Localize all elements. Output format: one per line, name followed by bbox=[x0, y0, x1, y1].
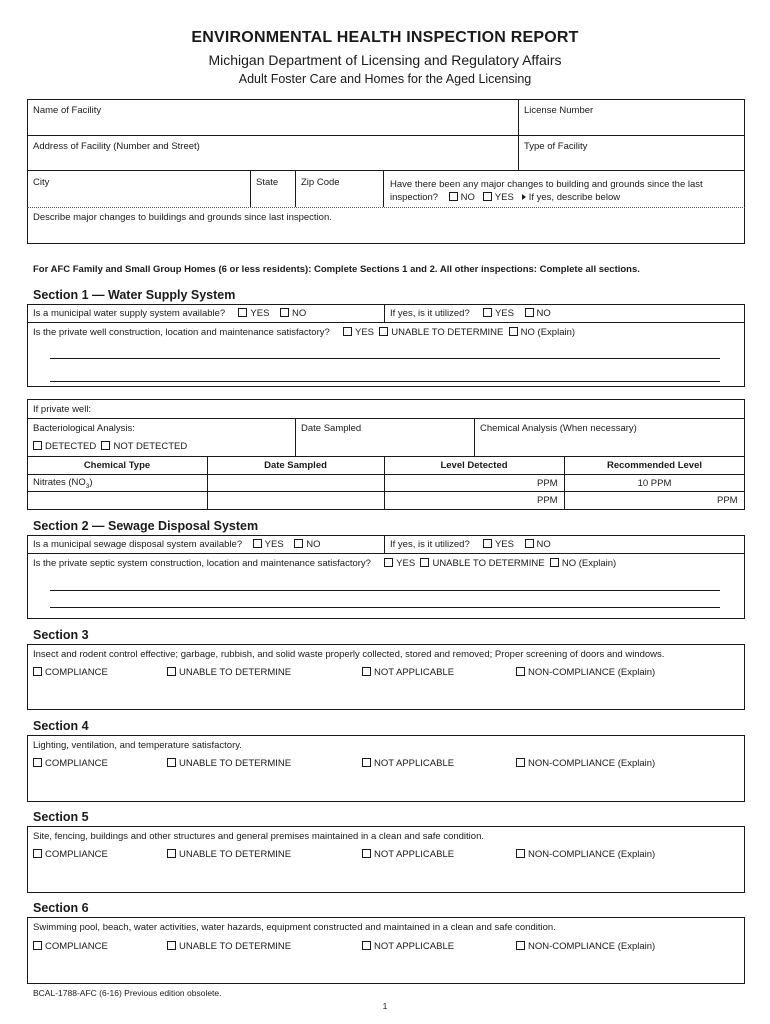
septic-yes-checkbox[interactable] bbox=[384, 558, 393, 567]
private-well-label: If private well: bbox=[33, 404, 92, 415]
column-recommended-level: Recommended Level bbox=[606, 460, 703, 471]
section-3-na-checkbox[interactable] bbox=[362, 667, 371, 676]
section-3-compliance-checkbox[interactable] bbox=[33, 667, 42, 676]
water-utilized-no-checkbox[interactable] bbox=[525, 308, 534, 317]
instructions: For AFC Family and Small Group Homes (6 or less residents): Complete Sections 1 and 2. All other inspections: Complete all sections. bbox=[33, 264, 640, 275]
well-no-checkbox[interactable] bbox=[509, 327, 518, 336]
sewage-utilized-no-checkbox[interactable] bbox=[525, 539, 534, 548]
changes-question: Have there been any major changes to building and grounds since the last bbox=[390, 179, 703, 190]
sewage-municipal-no-checkbox[interactable] bbox=[294, 539, 303, 548]
nitrates-recommended: 10 PPM bbox=[637, 478, 672, 489]
section-2-title: Section 2 — Sewage Disposal System bbox=[33, 519, 259, 533]
section-4-na-checkbox[interactable] bbox=[362, 758, 371, 767]
section-6-na: NOT APPLICABLE bbox=[362, 941, 454, 952]
section-5-na: NOT APPLICABLE bbox=[362, 849, 454, 860]
well-yes-checkbox[interactable] bbox=[343, 327, 352, 336]
private-septic-question: Is the private septic system construction, location and maintenance satisfactory? YES UNABLE TO DETERMINE NO (Explain) bbox=[33, 558, 617, 569]
section-4-unable: UNABLE TO DETERMINE bbox=[167, 758, 291, 769]
sewage-utilized-yes-checkbox[interactable] bbox=[483, 539, 492, 548]
section-5-unable: UNABLE TO DETERMINE bbox=[167, 849, 291, 860]
section-4-unable-checkbox[interactable] bbox=[167, 758, 176, 767]
nitrates-label: Nitrates $(NO_3)$ bbox=[33, 477, 93, 490]
section-6-compliance-checkbox[interactable] bbox=[33, 941, 42, 950]
zip-code-field[interactable]: Zip Code bbox=[301, 177, 340, 188]
septic-explain-line-2[interactable] bbox=[50, 607, 720, 608]
city-field[interactable]: City bbox=[33, 177, 50, 188]
column-level-detected: Level Detected bbox=[440, 460, 508, 471]
section-6-unable: UNABLE TO DETERMINE bbox=[167, 941, 291, 952]
division-name: Adult Foster Care and Homes for the Aged Licensing bbox=[238, 72, 532, 86]
facility-name-field[interactable]: Name of Facility bbox=[33, 105, 102, 116]
facility-address-field[interactable]: Address of Facility (Number and Street) bbox=[33, 141, 200, 152]
section-5-unable-checkbox[interactable] bbox=[167, 849, 176, 858]
facility-type-field[interactable]: Type of Facility bbox=[524, 141, 588, 152]
section-5-noncompliance-checkbox[interactable] bbox=[516, 849, 525, 858]
water-utilized-question: If yes, is it utilized? YES NO bbox=[390, 308, 551, 319]
section-5-na-checkbox[interactable] bbox=[362, 849, 371, 858]
water-municipal-yes-checkbox[interactable] bbox=[238, 308, 247, 317]
section-4-noncompliance: NON-COMPLIANCE (Explain) bbox=[516, 758, 655, 769]
bacteriological-label: Bacteriological Analysis: bbox=[33, 423, 135, 434]
section-6-noncompliance: NON-COMPLIANCE (Explain) bbox=[516, 941, 655, 952]
sewage-municipal-yes-checkbox[interactable] bbox=[253, 539, 262, 548]
section-6-text: Swimming pool, beach, water activities, water hazards, equipment constructed and maintained in a clean and safe condition. bbox=[33, 922, 556, 933]
septic-unable-checkbox[interactable] bbox=[420, 558, 429, 567]
section-3-noncompliance: NON-COMPLIANCE (Explain) bbox=[516, 667, 655, 678]
section-4-na: NOT APPLICABLE bbox=[362, 758, 454, 769]
section-3-unable-checkbox[interactable] bbox=[167, 667, 176, 676]
other-recommended-unit: PPM bbox=[717, 495, 738, 506]
nitrates-level-unit: PPM bbox=[537, 478, 558, 489]
describe-changes-field[interactable]: Describe major changes to buildings and grounds since last inspection. bbox=[33, 212, 332, 223]
section-5-title: Section 5 bbox=[33, 810, 89, 824]
section-6-title: Section 6 bbox=[33, 901, 89, 915]
form-title: ENVIRONMENTAL HEALTH INSPECTION REPORT bbox=[191, 29, 579, 46]
water-utilized-yes-checkbox[interactable] bbox=[483, 308, 492, 317]
private-well-question: Is the private well construction, location and maintenance satisfactory? YES UNABLE TO DETERMINE NO (Explain) bbox=[33, 327, 576, 338]
not-detected-checkbox[interactable] bbox=[101, 441, 110, 450]
water-municipal-no-checkbox[interactable] bbox=[280, 308, 289, 317]
section-6-noncompliance-checkbox[interactable] bbox=[516, 941, 525, 950]
sewage-municipal-question: Is a municipal sewage disposal system available? YES NO bbox=[33, 539, 321, 550]
column-chemical-type: Chemical Type bbox=[83, 460, 151, 471]
section-3-compliance: COMPLIANCE bbox=[33, 667, 108, 678]
arrow-right-icon bbox=[522, 194, 526, 200]
section-3-title: Section 3 bbox=[33, 628, 89, 642]
well-unable-checkbox[interactable] bbox=[379, 327, 388, 336]
section-5-noncompliance: NON-COMPLIANCE (Explain) bbox=[516, 849, 655, 860]
section-6-unable-checkbox[interactable] bbox=[167, 941, 176, 950]
water-municipal-question: Is a municipal water supply system available? YES NO bbox=[33, 308, 307, 319]
bacteriological-date-field[interactable]: Date Sampled bbox=[301, 423, 362, 434]
section-5-compliance-checkbox[interactable] bbox=[33, 849, 42, 858]
septic-no-checkbox[interactable] bbox=[550, 558, 559, 567]
well-explain-line-2[interactable] bbox=[50, 381, 720, 382]
section-3-noncompliance-checkbox[interactable] bbox=[516, 667, 525, 676]
form-id: BCAL-1788-AFC (6-16) Previous edition obsolete. bbox=[33, 988, 222, 998]
section-5-compliance: COMPLIANCE bbox=[33, 849, 108, 860]
section-6-na-checkbox[interactable] bbox=[362, 941, 371, 950]
section-4-title: Section 4 bbox=[33, 719, 89, 733]
changes-no-checkbox[interactable] bbox=[449, 192, 458, 201]
column-date-sampled: Date Sampled bbox=[264, 460, 327, 471]
section-4-noncompliance-checkbox[interactable] bbox=[516, 758, 525, 767]
other-level-unit: PPM bbox=[537, 495, 558, 506]
septic-explain-line-1[interactable] bbox=[50, 590, 720, 591]
state-field[interactable]: State bbox=[256, 177, 279, 188]
section-3-unable: UNABLE TO DETERMINE bbox=[167, 667, 291, 678]
detected-checkbox[interactable] bbox=[33, 441, 42, 450]
license-number-field[interactable]: License Number bbox=[524, 105, 594, 116]
changes-question-line2: inspection? NO YES If yes, describe below bbox=[390, 192, 621, 203]
department-name: Michigan Department of Licensing and Regulatory Affairs bbox=[208, 52, 562, 68]
sewage-utilized-question: If yes, is it utilized? YES NO bbox=[390, 539, 551, 550]
section-4-compliance: COMPLIANCE bbox=[33, 758, 108, 769]
bacteriological-result: DETECTED NOT DETECTED bbox=[33, 441, 187, 452]
section-3-na: NOT APPLICABLE bbox=[362, 667, 454, 678]
section-4-compliance-checkbox[interactable] bbox=[33, 758, 42, 767]
section-1-title: Section 1 — Water Supply System bbox=[33, 288, 236, 302]
section-4-text: Lighting, ventilation, and temperature satisfactory. bbox=[33, 740, 242, 751]
section-3-text: Insect and rodent control effective; garbage, rubbish, and solid waste properly collected, stored and removed; Proper screening of doors and windows. bbox=[33, 649, 665, 660]
changes-yes-checkbox[interactable] bbox=[483, 192, 492, 201]
page-number: 1 bbox=[382, 1001, 388, 1011]
private-well-box bbox=[27, 399, 745, 510]
chemical-analysis-field[interactable]: Chemical Analysis (When necessary) bbox=[480, 423, 637, 434]
section-6-compliance: COMPLIANCE bbox=[33, 941, 108, 952]
well-explain-line-1[interactable] bbox=[50, 358, 720, 359]
section-5-text: Site, fencing, buildings and other structures and general premises maintained in a clean and safe condition. bbox=[33, 831, 484, 842]
